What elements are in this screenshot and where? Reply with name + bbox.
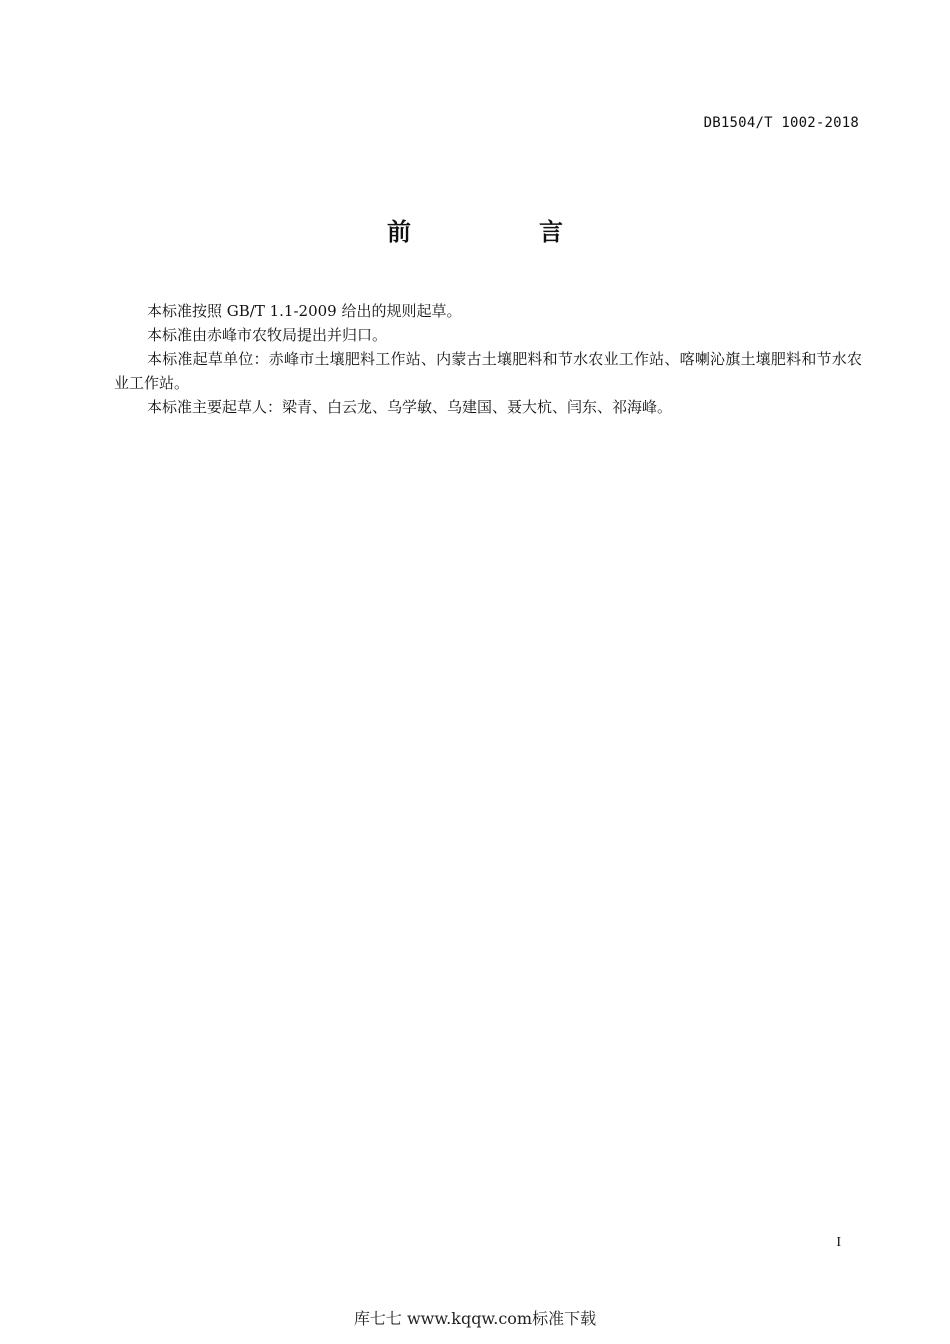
paragraph-drafting-rules: 本标准按照 GB/T 1.1-2009 给出的规则起草。 <box>147 302 462 320</box>
document-code: DB1504/T 1002-2018 <box>703 115 859 131</box>
foreword-body <box>114 299 862 419</box>
page-number: I <box>836 1235 841 1250</box>
paragraph-proposer: 本标准由赤峰市农牧局提出并归口。 <box>147 326 388 344</box>
section-title: 前 言 <box>387 218 615 246</box>
paragraph-drafters: 本标准主要起草人：梁青、白云龙、乌学敏、乌建国、聂大杭、闫东、祁海峰。 <box>147 398 673 416</box>
paragraph-drafting-units: 本标准起草单位：赤峰市土壤肥料工作站、内蒙古土壤肥料和节水农业工作站、喀喇沁旗土壤肥料和节水农业工作站。 <box>114 350 862 392</box>
footer-watermark: 库七七 www.kqqw.com标准下载 <box>353 1309 597 1328</box>
